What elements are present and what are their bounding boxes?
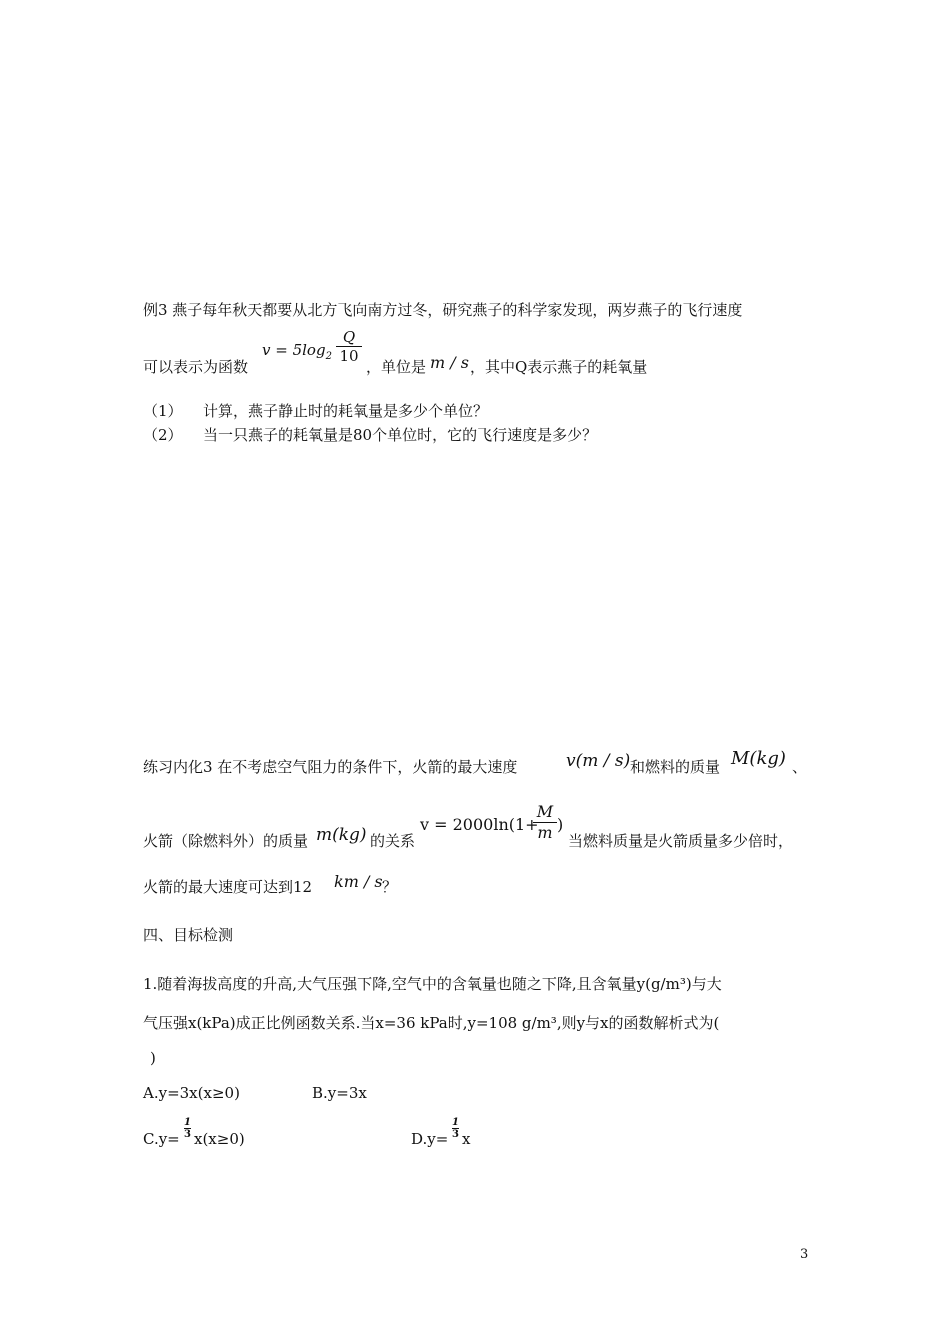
example3-line2-prefix: 可以表示为函数 (143, 358, 249, 376)
example3-line2-mid: ，单位是 (366, 358, 427, 376)
q1-line2: 气压强x(kPa)成正比例函数关系.当x=36 kPa时,y=108 g/m³,则y与x的函数解析式为( (143, 1014, 720, 1032)
practice3-speed-unit: km / s (334, 872, 383, 891)
option-c-numerator: 1 (184, 1117, 191, 1128)
page-number: 3 (800, 1247, 809, 1262)
example3-formula-lhs (262, 341, 332, 366)
practice3-formula-denominator: m (537, 823, 553, 842)
option-c-denominator: 3 (184, 1129, 191, 1140)
practice3-line3-b: ？ (382, 878, 398, 896)
example3-q1-number: （1） (143, 402, 183, 420)
q1-line3: ) (150, 1049, 156, 1067)
example3-q2-number: （2） (143, 426, 183, 444)
practice3-line2-b: 的关系 (370, 832, 416, 850)
formula-log-base: 2 (325, 351, 332, 362)
practice3-m-unit: m(kg) (316, 825, 367, 845)
example3-formula-fraction (336, 328, 362, 365)
example3-q2-text: 当一只燕子的耗氧量是80个单位时，它的飞行速度是多少？ (203, 426, 598, 444)
example3-q1-text: 计算，燕子静止时的耗氧量是多少个单位？ (203, 402, 489, 420)
q1-option-c-fraction (184, 1118, 191, 1140)
formula-lhs-text: v = 5log (262, 341, 326, 359)
q1-option-c-suffix: x(x≥0) (194, 1130, 245, 1148)
practice3-M-unit: M(kg) (731, 748, 786, 769)
q1-option-a: A.y=3x(x≥0) (143, 1084, 240, 1102)
q1-line1: 1.随着海拔高度的升高,大气压强下降,空气中的含氧量也随之下降,且含氧量y(g/m³)与大 (143, 975, 722, 993)
example3-line1: 例3 燕子每年秋天都要从北方飞向南方过冬，研究燕子的科学家发现，两岁燕子的飞行速度 (143, 301, 743, 319)
practice3-formula-numerator: M (533, 802, 557, 823)
practice3-v-unit: v(m / s) (566, 751, 631, 771)
practice3-line2-a: 火箭（除燃料外）的质量 (143, 832, 309, 850)
practice3-line1-a: 练习内化3 在不考虑空气阻力的条件下，火箭的最大速度 (143, 758, 518, 776)
practice3-line3-a: 火箭的最大速度可达到12 (143, 878, 313, 896)
option-d-denominator: 3 (452, 1129, 459, 1140)
formula-denominator: 10 (339, 347, 359, 365)
section4-title: 四、目标检测 (143, 926, 234, 944)
q1-option-c-prefix: C.y= (143, 1130, 180, 1148)
practice3-line1-b: 和燃料的质量 (630, 758, 721, 776)
example3-line2-suffix: ，其中Q表示燕子的耗氧量 (470, 358, 648, 376)
practice3-formula-lhs: v = 2000ln(1+ (420, 815, 539, 834)
practice3-formula-rhs: ) (557, 815, 564, 834)
example3-unit: m / s (430, 353, 469, 372)
q1-option-d-suffix: x (462, 1130, 471, 1148)
formula-numerator: Q (336, 328, 362, 347)
practice3-line1-c: 、 (792, 758, 808, 776)
q1-option-d-fraction (452, 1118, 459, 1140)
practice3-line2-c: 当燃料质量是火箭质量多少倍时， (568, 832, 794, 850)
q1-option-d-prefix: D.y= (411, 1130, 449, 1148)
practice3-formula-fraction (533, 802, 557, 843)
option-d-numerator: 1 (452, 1117, 459, 1128)
q1-option-b: B.y=3x (312, 1084, 367, 1102)
